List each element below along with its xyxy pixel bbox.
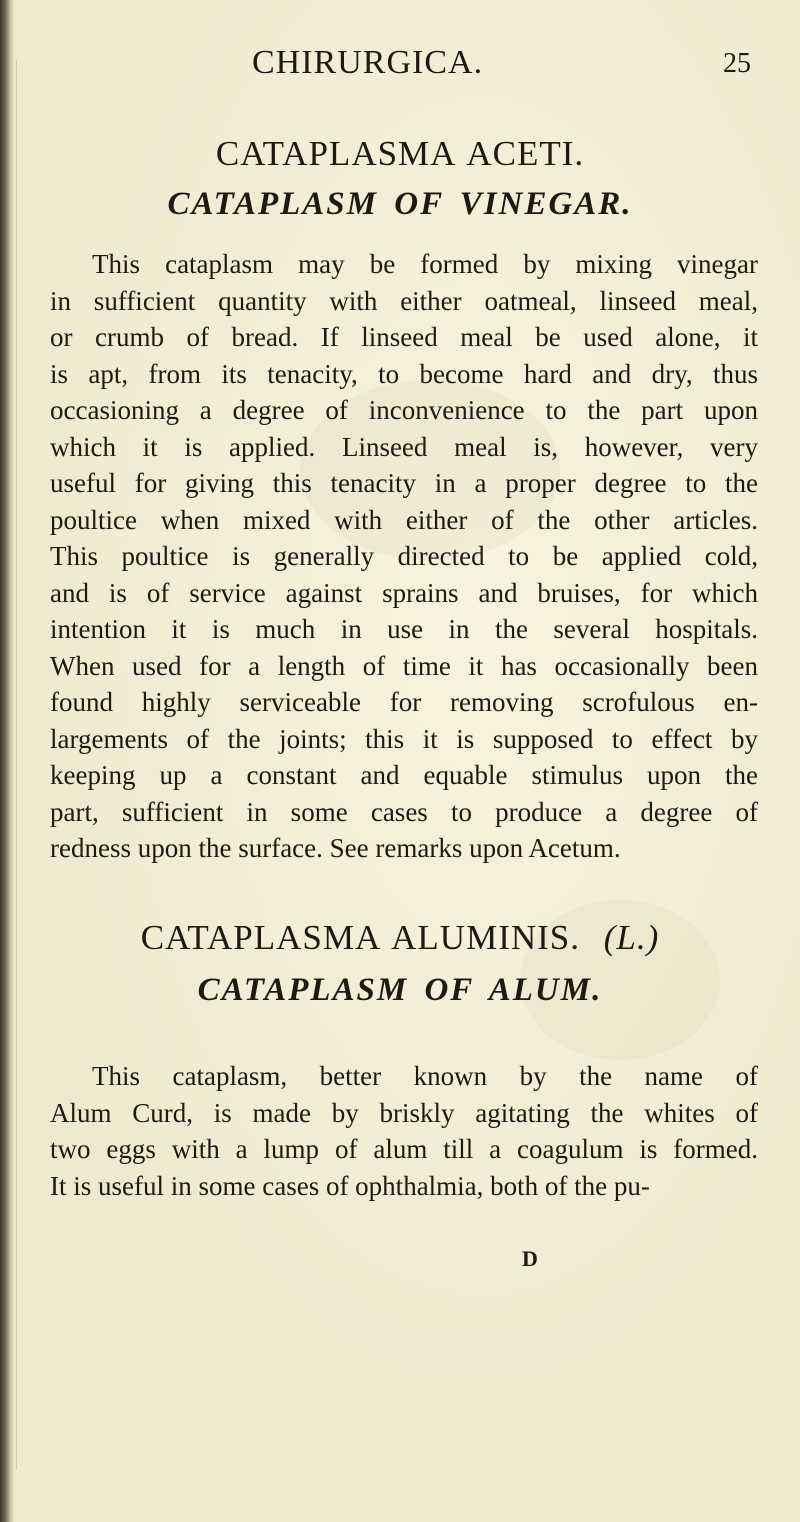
text-line: This cataplasm may be formed by mixing vinegar <box>92 249 758 279</box>
section1-title-english: CATAPLASM OF VINEGAR. <box>167 186 633 222</box>
section2-title <box>0 918 800 958</box>
text-line: part, sufficient in some cases to produce a degree of <box>50 796 758 827</box>
text-line: redness upon the surface. See remarks upon Acetum. <box>50 833 621 863</box>
page-binding-edge <box>0 0 14 1522</box>
text-line: It is useful in some cases of ophthalmia, both of the pu- <box>50 1170 650 1201</box>
text-line: largements of the joints; this it is supposed to effect by <box>50 723 758 754</box>
section1-body <box>50 246 758 867</box>
signature-mark: D <box>522 1246 538 1271</box>
text-line: useful for giving this tenacity in a proper degree to the <box>50 468 758 498</box>
text-line: which it is applied. Linseed meal is, however, very <box>50 431 758 462</box>
page-number: 25 <box>723 48 751 79</box>
text-line: keeping up a constant and equable stimulus upon the <box>50 760 758 790</box>
text-line: is apt, from its tenacity, to become hard and dry, thus <box>50 358 758 389</box>
section2-body <box>50 1058 758 1204</box>
section1-title-latin: CATAPLASMA ACETI. <box>215 134 585 173</box>
text-line: occasioning a degree of inconvenience to the part upon <box>50 395 758 425</box>
text-line: This poultice is generally directed to be applied cold, <box>50 541 758 571</box>
running-head <box>0 44 800 84</box>
text-line: or crumb of bread. If linseed meal be used alone, it <box>50 322 758 352</box>
text-line: found highly serviceable for removing scrofulous en- <box>50 687 758 717</box>
text-line: This cataplasm, better known by the name of <box>92 1061 758 1091</box>
text-line: When used for a length of time it has occasionally been <box>50 650 758 681</box>
text-line: and is of service against sprains and bruises, for which <box>50 577 758 608</box>
page-shadow-line <box>16 60 17 1470</box>
text-line: intention it is much in use in the several hospitals. <box>50 614 758 644</box>
text-line: poultice when mixed with either of the other articles. <box>50 504 758 535</box>
section2-title-note: (L.) <box>603 918 660 957</box>
section2-title-english: CATAPLASM OF ALUM. <box>197 972 603 1008</box>
running-title: CHIRURGICA. <box>252 44 484 81</box>
text-line: two eggs with a lump of alum till a coagulum is formed. <box>50 1134 758 1164</box>
section2-title-latin: CATAPLASMA ALUMINIS. <box>140 918 581 957</box>
text-line: Alum Curd, is made by briskly agitating the whites of <box>50 1097 758 1128</box>
text-line: in sufficient quantity with either oatmeal, linseed meal, <box>50 285 758 316</box>
